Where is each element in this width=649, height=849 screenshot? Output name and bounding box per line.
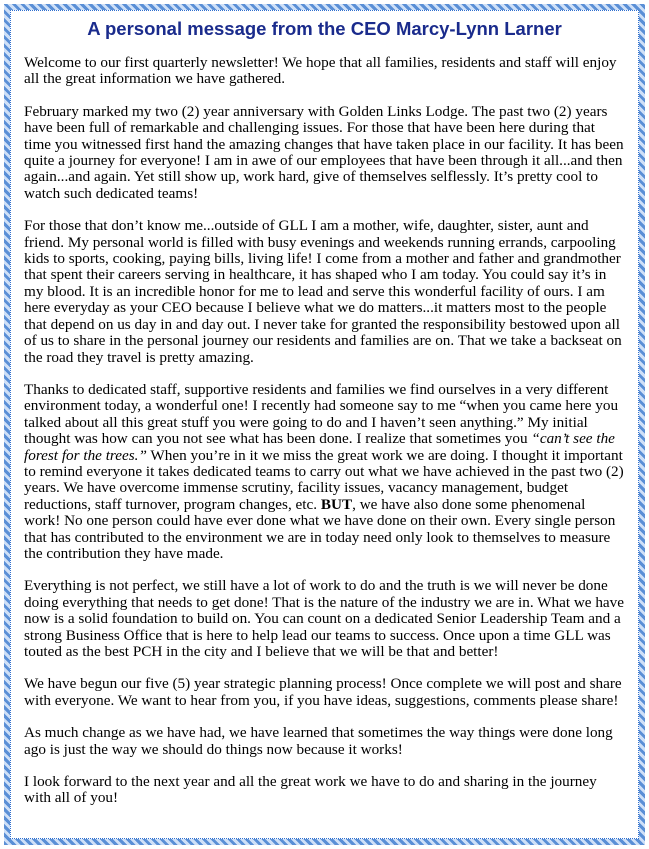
paragraph-dedicated-staff — [24, 382, 625, 562]
bold-emphasis: BUT — [320, 495, 353, 513]
paragraph-closing: I look forward to the next year and all the great work we have to do and sharing in the journey with all of you! — [24, 773, 597, 807]
paragraph-text: When you’re in it we miss the great work we are doing. I thought it important to remind everyone it takes dedicated teams to carry out what we have achieved in the past two (2) years. We have overcome immense scrutiny, facility issues, vacancy management, budget reductions, staff turnover, program changes, etc. — [24, 446, 624, 513]
paragraph-welcome: Welcome to our first quarterly newsletter! We hope that all families, residents and staff will enjoy all the great information we have gathered. — [24, 54, 617, 88]
italic-quote: “can’t see the forest for the trees.” — [24, 430, 615, 464]
paragraph-text: , we have also done some phenomenal work! No one person could have ever done what we have done on their own. Every single person that has contributed to the environment we are in today need only look to themselves to measure the contribution they have made. — [24, 495, 616, 562]
newsletter-article — [24, 18, 625, 823]
paragraph-not-perfect: Everything is not perfect, we still have a lot of work to do and the truth is we will never be done doing everything that needs to get done! That is the nature of the industry we are in. What we have now is a solid foundation to build on. You can count on a dedicated Senior Leadership Team and a strong Business Office that is here to help lead our teams to success. Once upon a time GLL was touted as the best PCH in the city and I believe that we will be that and better! — [24, 577, 625, 660]
paragraph-strategic-planning: We have begun our five (5) year strategic planning process! Once complete we will post and share with everyone. We want to hear from you, if you have ideas, suggestions, comments please share! — [24, 675, 622, 709]
paragraph-text: Thanks to dedicated staff, supportive residents and families we find ourselves in a very different environment today, a wonderful one! I recently had someone say to me “when you came here you talked about all this great stuff you were going to do and I haven’t seen anything.” My initial thought was how can you not see what has been done. I realize that sometimes you — [24, 380, 619, 448]
paragraph-change: As much change as we have had, we have learned that sometimes the way things were done long ago is just the way we should do things now because it works! — [24, 724, 613, 758]
paragraph-anniversary: February marked my two (2) year anniversary with Golden Links Lodge. The past two (2) years have been full of remarkable and challenging issues. For those that have been here during that time you witnessed first hand the amazing changes that have taken place in our facility. It has been quite a journey for everyone! I am in awe of our employees that have been through it all...and then again...and again. Yet still show up, work hard, give of themselves selflessly. It’s pretty cool to watch such dedicated teams! — [24, 102, 624, 202]
paragraph-about-me: For those that don’t know me...outside of GLL I am a mother, wife, daughter, sister, aunt and friend. My personal world is filled with busy evenings and weekends running errands, carpooling kids to sports, cooking, paying bills, living life! I come from a mother and father and grandmother that spent their careers serving in healthcare, it has shaped who I am today. You could say it’s in my blood. It is an incredible honor for me to lead and serve this wonderful facility of ours. I am here everyday as your CEO because I believe what we do matters...it matters most to the people that depend on us day in and day out. I never take for granted the responsibility bestowed upon all of us to share in the personal journey our residents and families are on. That we take a backseat on the road they travel is pretty amazing. — [24, 217, 622, 366]
article-title: A personal message from the CEO Marcy-Lynn Larner — [87, 18, 562, 39]
